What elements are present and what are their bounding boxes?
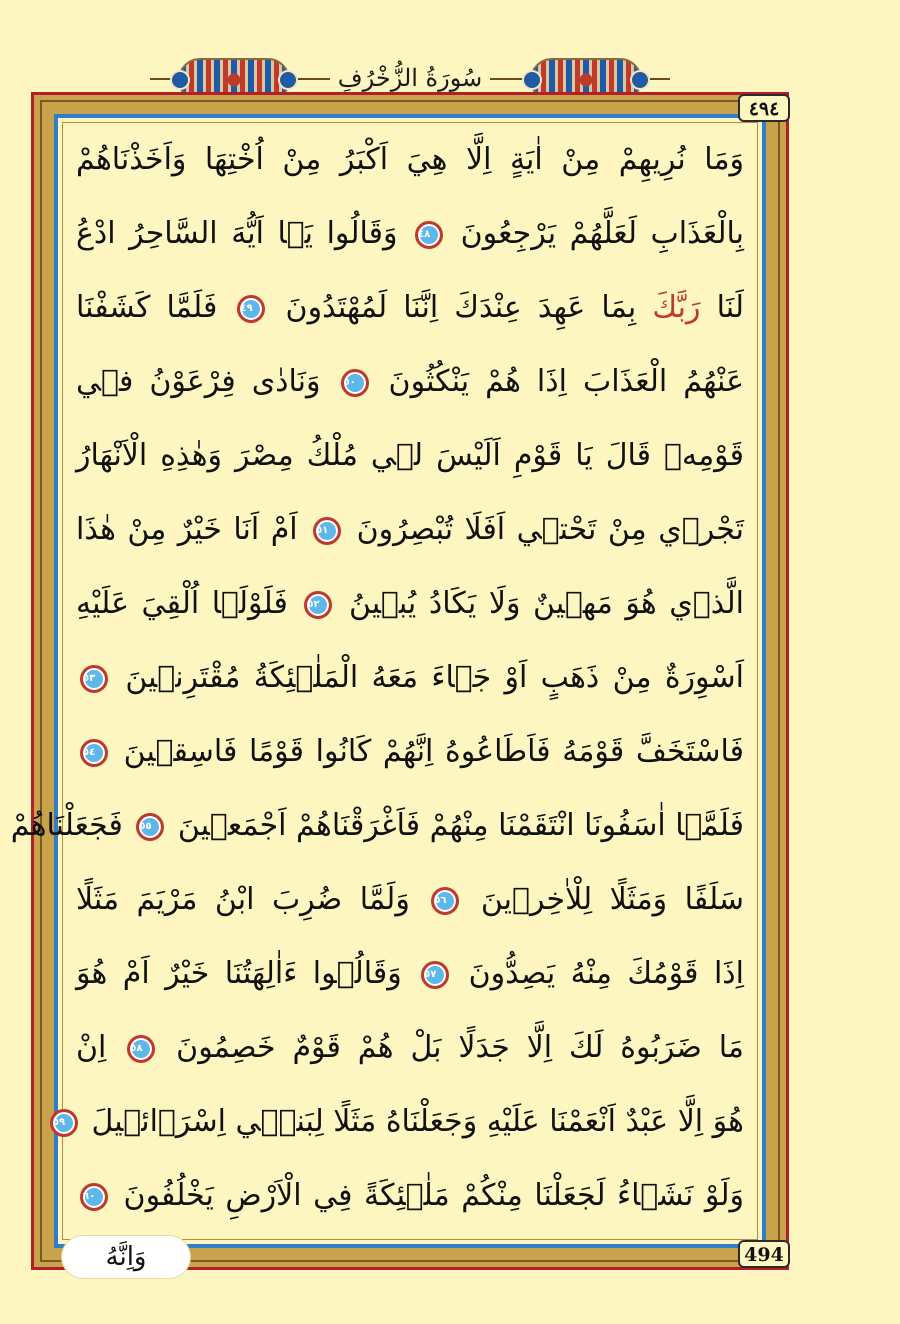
text-line — [76, 348, 744, 416]
ayah-end-marker-icon — [304, 591, 332, 619]
verse-text: اَسْوِرَةٌ مِنْ ذَهَبٍ اَوْ جَۤاءَ مَعَهُ الْمَلٰۤئِكَةُ مُقْتَرِنٖينَ — [125, 660, 744, 695]
verse-text: بِمَا عَهِدَ عِنْدَكَ اِنَّنَا لَمُهْتَدُونَ — [285, 290, 637, 325]
ayah-end-marker-icon — [80, 665, 108, 693]
ayah-end-marker-icon — [80, 1183, 108, 1211]
ayah-number: ٥٥ — [139, 820, 152, 832]
text-line — [10, 792, 744, 860]
ayah-number: ٥٤ — [83, 746, 96, 758]
text-line — [76, 1162, 744, 1230]
ayah-number: ٥٩ — [52, 1116, 66, 1128]
verse-text: وَقَالُوا يَۤا اَيُّهَ السَّاحِرُ ادْعُ — [76, 216, 398, 251]
text-line — [76, 570, 744, 638]
quran-text-body — [10, 126, 754, 1236]
ayah-end-marker-icon — [431, 887, 459, 915]
verse-text: فَاسْتَخَفَّ قَوْمَهُ فَاَطَاعُوهُ اِنَّهُمْ كَانُوا قَوْمًا فَاسِقٖينَ — [123, 734, 744, 769]
verse-text: فَجَعَلْنَاهُمْ — [10, 808, 123, 843]
catchword: وَاِنَّهُ — [62, 1236, 190, 1278]
verse-text: عَنْهُمُ الْعَذَابَ اِذَا هُمْ يَنْكُثُونَ — [388, 364, 744, 399]
verse-text: وَلَمَّا ضُرِبَ ابْنُ مَرْيَمَ مَثَلًا — [76, 882, 410, 917]
text-line — [76, 274, 744, 342]
text-line — [76, 718, 744, 786]
verse-text: الَّذٖي هُوَ مَهٖينٌ وَلَا يَكَادُ يُبٖينُ — [348, 586, 744, 621]
verse-text: اِذَا قَوْمُكَ مِنْهُ يَصِدُّونَ — [468, 956, 744, 991]
page-number-top: ٤٩٤ — [738, 94, 790, 122]
ayah-end-marker-icon — [80, 739, 108, 767]
verse-text: فَلَمَّۤا اٰسَفُونَا انْتَقَمْنَا مِنْهُمْ فَاَغْرَقْنَاهُمْ اَجْمَعٖينَ — [177, 808, 744, 843]
verse-text: لَنَا — [716, 290, 744, 325]
ayah-number: ٥٦ — [434, 894, 447, 906]
text-line — [76, 200, 744, 268]
ayah-number: ٥٣ — [83, 672, 96, 684]
ayah-end-marker-icon — [415, 221, 443, 249]
ayah-end-marker-icon — [136, 813, 164, 841]
text-line — [76, 940, 744, 1008]
ayah-end-marker-icon — [127, 1035, 155, 1063]
ayah-number: ٥١ — [316, 524, 329, 536]
text-line — [76, 644, 744, 712]
verse-text: فَلَمَّا كَشَفْنَا — [76, 290, 218, 325]
verse-text: وَنَادٰى فِرْعَوْنُ فٖي — [76, 364, 321, 399]
text-line — [52, 1088, 744, 1156]
verse-text: تَجْرٖي مِنْ تَحْتٖي اَفَلَا تُبْصِرُونَ — [356, 512, 744, 547]
verse-text: وَمَا نُرِيهِمْ مِنْ اٰيَةٍ اِلَّا هِيَ اَكْبَرُ مِنْ اُخْتِهَا وَاَخَذْنَاهُمْ — [76, 142, 744, 177]
ayah-end-marker-icon — [313, 517, 341, 545]
verse-text: بِالْعَذَابِ لَعَلَّهُمْ يَرْجِعُونَ — [460, 216, 744, 251]
verse-text: فَلَوْلَۤا اُلْقِيَ عَلَيْهِ — [76, 586, 288, 621]
ayah-number: ٦٠ — [83, 1190, 96, 1202]
text-line — [76, 496, 744, 564]
ayah-number: ٥٠ — [343, 376, 356, 388]
text-line — [76, 422, 744, 490]
highlighted-word: رَبَّكَ — [652, 290, 701, 325]
ayah-number: ٥٨ — [130, 1042, 143, 1054]
page-number-bottom: 494 — [738, 1240, 790, 1268]
verse-text: هُوَ اِلَّا عَبْدٌ اَنْعَمْنَا عَلَيْهِ وَجَعَلْنَاهُ مَثَلًا لِبَنٖۤي اِسْرَۤائٖيلَ — [91, 1104, 744, 1139]
ayah-end-marker-icon — [341, 369, 369, 397]
verse-text: قَوْمِهٖ قَالَ يَا قَوْمِ اَلَيْسَ لٖي مُلْكُ مِصْرَ وَهٰذِهِ الْاَنْهَارُ — [76, 438, 744, 473]
verse-text: وَقَالُۤوا ءَاٰلِهَتُنَا خَيْرٌ اَمْ هُوَ — [76, 956, 402, 991]
verse-text: اَمْ اَنَا خَيْرٌ مِنْ هٰذَا — [76, 512, 298, 547]
ayah-number: ٥٧ — [424, 968, 437, 980]
verse-text: سَلَفًا وَمَثَلًا لِلْاٰخِرٖينَ — [480, 882, 745, 917]
ayah-number: ٤٩ — [240, 302, 253, 314]
ayah-number: ٥٢ — [307, 598, 320, 610]
ayah-number: ٤٨ — [418, 228, 431, 240]
verse-text: مَا ضَرَبُوهُ لَكَ اِلَّا جَدَلًا بَلْ هُمْ قَوْمٌ خَصِمُونَ — [176, 1030, 744, 1065]
ayah-end-marker-icon — [50, 1109, 78, 1137]
ayah-end-marker-icon — [421, 961, 449, 989]
text-line — [76, 866, 744, 934]
text-line — [76, 1014, 744, 1082]
ayah-end-marker-icon — [237, 295, 265, 323]
verse-text: اِنْ — [76, 1030, 107, 1065]
surah-title: سُورَةُ الزُّخْرُفِ — [330, 60, 490, 96]
text-line — [76, 126, 744, 194]
verse-text: وَلَوْ نَشَۤاءُ لَجَعَلْنَا مِنْكُمْ مَلٰۤئِكَةً فِي الْاَرْضِ يَخْلُفُونَ — [123, 1178, 745, 1213]
